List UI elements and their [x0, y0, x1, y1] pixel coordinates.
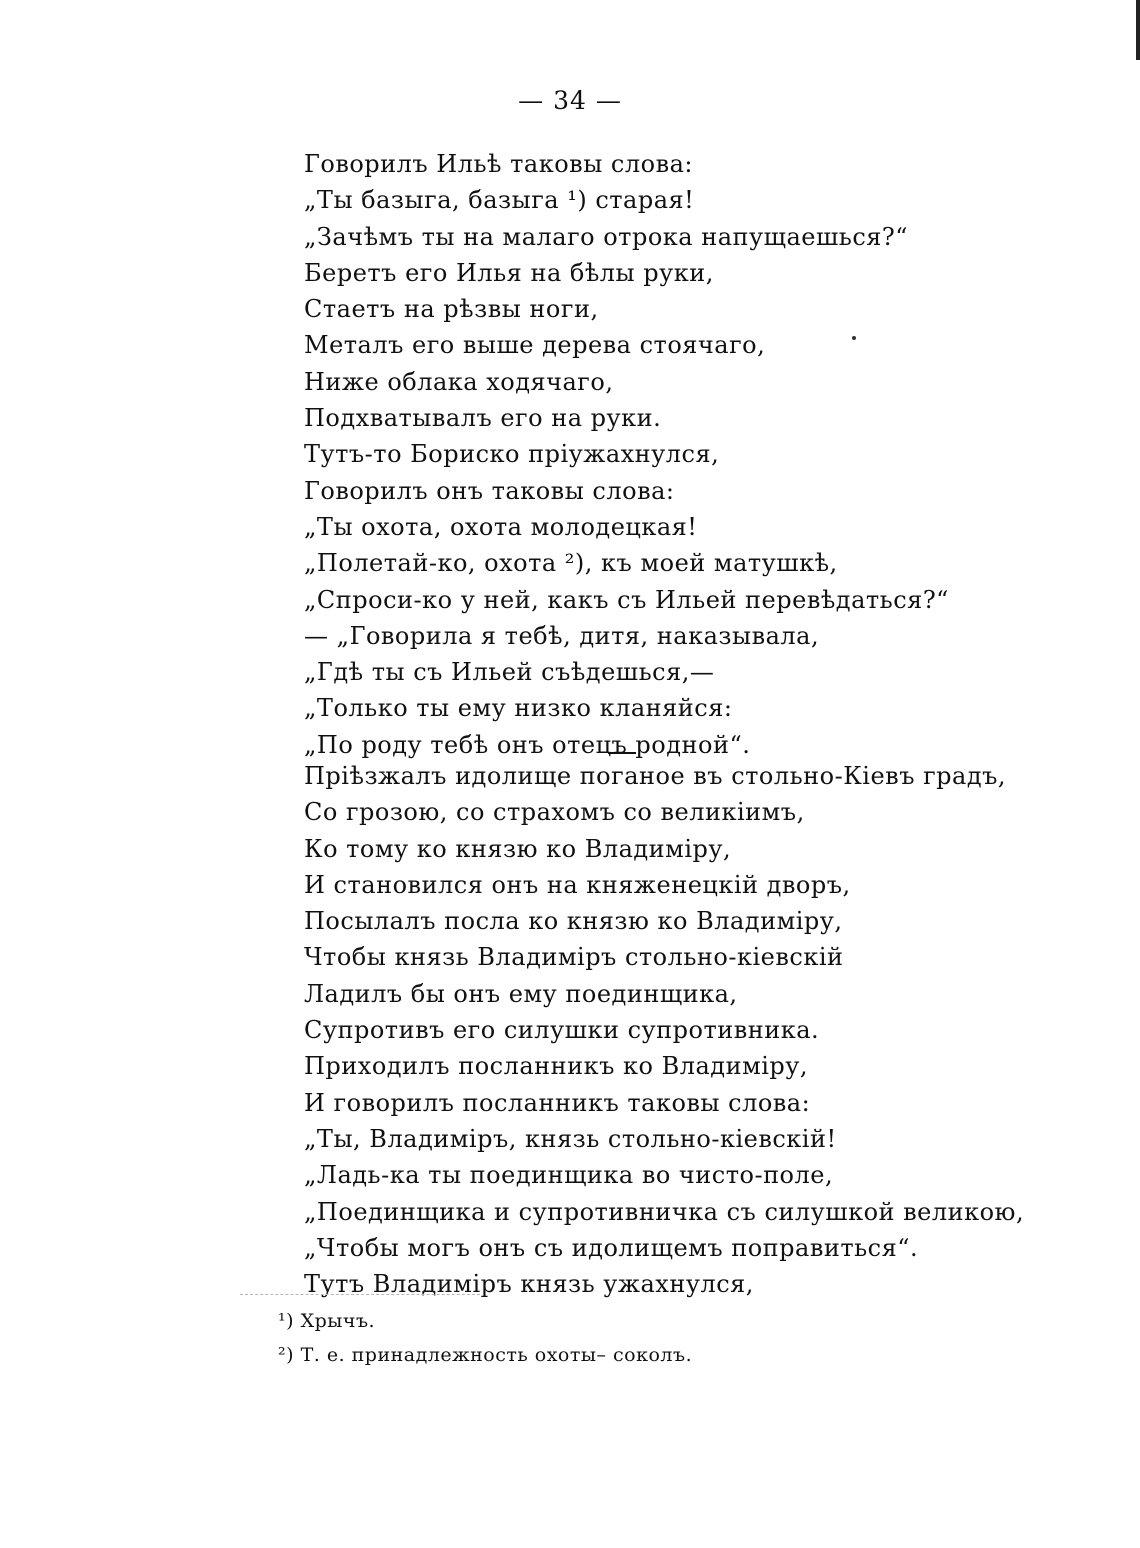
verse-line: „Ладь-ка ты поединщика во чисто-поле, — [304, 1161, 834, 1190]
verse-line: — „Говорила я тебѣ, дитя, наказывала, — [304, 621, 820, 650]
verse-line: „Поединщика и супротивничка съ силушкой великою, — [304, 1197, 1025, 1226]
footnote-2: ²) Т. е. принадлежность охоты– соколъ. — [278, 1344, 693, 1366]
verse-block-2 — [304, 758, 1064, 1302]
verse-line: „Спроси-ко у ней, какъ съ Ильей перевѣдаться?“ — [304, 585, 949, 614]
section-separator — [608, 752, 636, 754]
verse-line: Тутъ Владимiръ князь ужахнулся, — [304, 1270, 754, 1299]
verse-line: Тутъ-то Бориско прiужахнулся, — [304, 440, 720, 469]
verse-line: Говорилъ Ильѣ таковы слова: — [304, 150, 693, 178]
verse-line: „Зачѣмъ ты на малаго отрока напущаешься?“ — [304, 222, 909, 251]
scan-edge-mark — [1136, 0, 1140, 60]
verse-line: Беретъ его Илья на бѣлы руки, — [304, 258, 714, 287]
verse-line: „Гдѣ ты съ Ильей съѣдешься,— — [304, 658, 715, 687]
verse-line: Металъ его выше дерева стоячаго, — [304, 331, 766, 360]
verse-line: Стаетъ на рѣзвы ноги, — [304, 295, 599, 324]
verse-block-1 — [304, 146, 1064, 763]
verse-line: „Ты, Владимiръ, князь стольно-кiевскiй! — [304, 1124, 837, 1153]
verse-line: Ладилъ бы онъ ему поединщика, — [304, 979, 738, 1008]
verse-line: Чтобы князь Владимiръ стольно-кiевскiй — [304, 943, 844, 972]
verse-line: „Чтобы могъ онъ съ идолищемъ поправиться“. — [304, 1233, 919, 1262]
verse-line: „Ты охота, охота молодецкая! — [304, 512, 698, 541]
verse-line: Посылалъ посла ко князю ко Владимiру, — [304, 907, 843, 936]
verse-line: „По роду тебѣ онъ отецъ родной“. — [304, 730, 751, 759]
verse-line: „Полетай-ко, охота ²), къ моей матушкѣ, — [304, 549, 838, 578]
verse-line: Ко тому ко князю ко Владимiру, — [304, 834, 732, 863]
verse-line: „Только ты ему низко кланяйся: — [304, 694, 733, 723]
footnote-rule — [240, 1294, 480, 1295]
verse-line: Ниже облака ходячаго, — [304, 367, 614, 396]
page-number: — 34 — — [518, 86, 622, 115]
verse-line: „Ты базыга, базыга ¹) старая! — [304, 186, 695, 215]
verse-line: Приходилъ посланникъ ко Владимiру, — [304, 1052, 809, 1081]
verse-line: Говорилъ онъ таковы слова: — [304, 476, 675, 505]
footnote-1: ¹) Хрычъ. — [278, 1310, 376, 1332]
verse-line: И становился онъ на княженецкiй дворъ, — [304, 870, 851, 899]
verse-line: Супротивъ его силушки супротивника. — [304, 1016, 820, 1045]
verse-line: Подхватывалъ его на руки. — [304, 404, 662, 433]
verse-line: Прiѣзжалъ идолище поганое въ стольно-Кiевъ градъ, — [304, 762, 1007, 790]
footnotes — [278, 1304, 692, 1372]
verse-line: И говорилъ посланникъ таковы слова: — [304, 1088, 811, 1117]
verse-line: Со грозою, со страхомъ со великiимъ, — [304, 798, 805, 827]
